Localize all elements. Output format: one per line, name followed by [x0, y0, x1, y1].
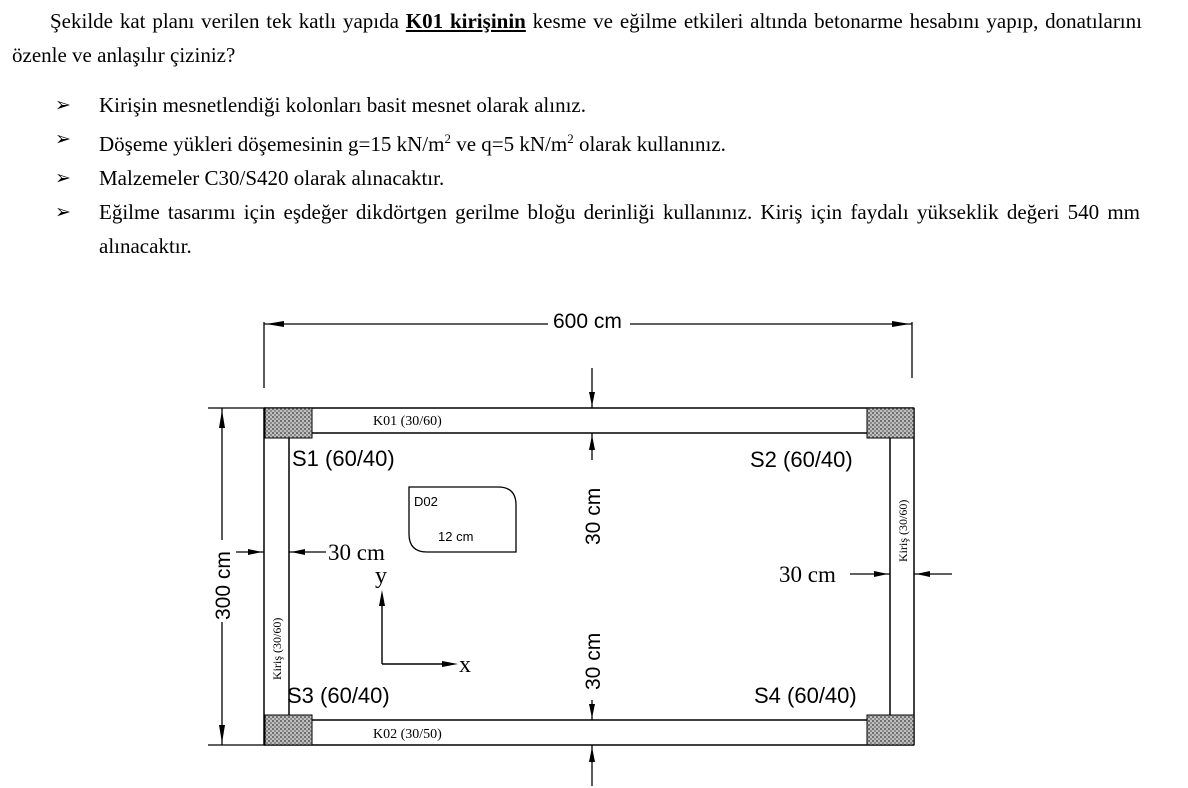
axis-x-arrow-icon — [442, 661, 458, 667]
arrow-bullet-icon: ➢ — [55, 128, 71, 150]
dim-width-label: 600 cm — [553, 310, 622, 333]
bullet-text: Kirişin mesnetlendiği kolonları basit mesnet olarak alınız. — [99, 93, 586, 117]
arrow-bullet-icon: ➢ — [55, 167, 71, 189]
superscript: 2 — [444, 131, 451, 146]
dimension-arrow-icon — [589, 704, 595, 718]
axis-y-label: y — [375, 563, 387, 589]
column-s1-label: S1 (60/40) — [292, 446, 395, 471]
bullet-text-pre: Döşeme yükleri döşemesinin g=15 kN/m — [99, 132, 445, 156]
axis-y-arrow-icon — [379, 590, 385, 606]
offset-right-label: 30 cm — [779, 562, 836, 587]
bullet-text-post: olarak kullanınız. — [573, 132, 726, 156]
dimension-arrow-icon — [219, 725, 225, 743]
column-s3-label: S3 (60/40) — [287, 683, 390, 708]
column-s4 — [867, 715, 914, 745]
beam-left-label: Kiriş (30/60) — [270, 617, 284, 680]
dimension-arrow-icon — [248, 549, 262, 555]
coordinate-axes — [382, 598, 452, 664]
column-s3 — [265, 715, 312, 745]
question-text-after: kesme ve eğilme etkileri altında betonarme hesabını yapıp, donatılarını özenle ve anlaşılır çiziniz? — [12, 9, 1142, 67]
axis-x-label: x — [459, 652, 471, 678]
dimension-arrow-icon — [892, 321, 910, 327]
superscript: 2 — [567, 131, 574, 146]
dimension-arrow-icon — [219, 410, 225, 428]
bullet-text: Malzemeler C30/S420 olarak alınacaktır. — [99, 166, 445, 190]
beam-right-label: Kiriş (30/60) — [896, 499, 910, 562]
question-text-before: Şekilde kat planı verilen tek katlı yapıda — [50, 9, 406, 33]
dimension-arrow-icon — [589, 747, 595, 762]
dimension-arrow-icon — [589, 392, 595, 406]
column-s2-label: S2 (60/40) — [750, 447, 853, 472]
arrow-bullet-icon: ➢ — [55, 201, 71, 223]
slab-label: D02 — [414, 494, 438, 509]
dimension-arrow-icon — [589, 435, 595, 450]
beam-k02-label: K02 (30/50) — [373, 727, 442, 742]
slab-thickness: 12 cm — [438, 529, 474, 544]
dimension-arrow-icon — [874, 571, 888, 577]
bullet-text-mid: ve q=5 kN/m — [450, 132, 568, 156]
offset-bottom-label: 30 cm — [582, 632, 605, 690]
question-highlight: K01 kirişinin — [405, 9, 526, 33]
bullet-text: Eğilme tasarımı için eşdeğer dikdörtgen gerilme bloğu derinliği kullanınız. Kiriş için faydalı yükseklik değeri 540 mm alınacaktır. — [99, 200, 1140, 258]
beam-k01-label: K01 (30/60) — [373, 414, 442, 429]
column-s1 — [265, 408, 312, 438]
dimension-arrow-icon — [916, 571, 930, 577]
dim-height-label: 300 cm — [212, 551, 235, 620]
dimension-arrow-icon — [266, 321, 284, 327]
column-s2 — [867, 408, 914, 438]
column-s4-label: S4 (60/40) — [754, 683, 857, 708]
arrow-bullet-icon: ➢ — [55, 94, 71, 116]
dimension-arrow-icon — [291, 549, 305, 555]
offset-top-label: 30 cm — [582, 487, 605, 545]
offset-left-label: 30 cm — [328, 540, 385, 565]
